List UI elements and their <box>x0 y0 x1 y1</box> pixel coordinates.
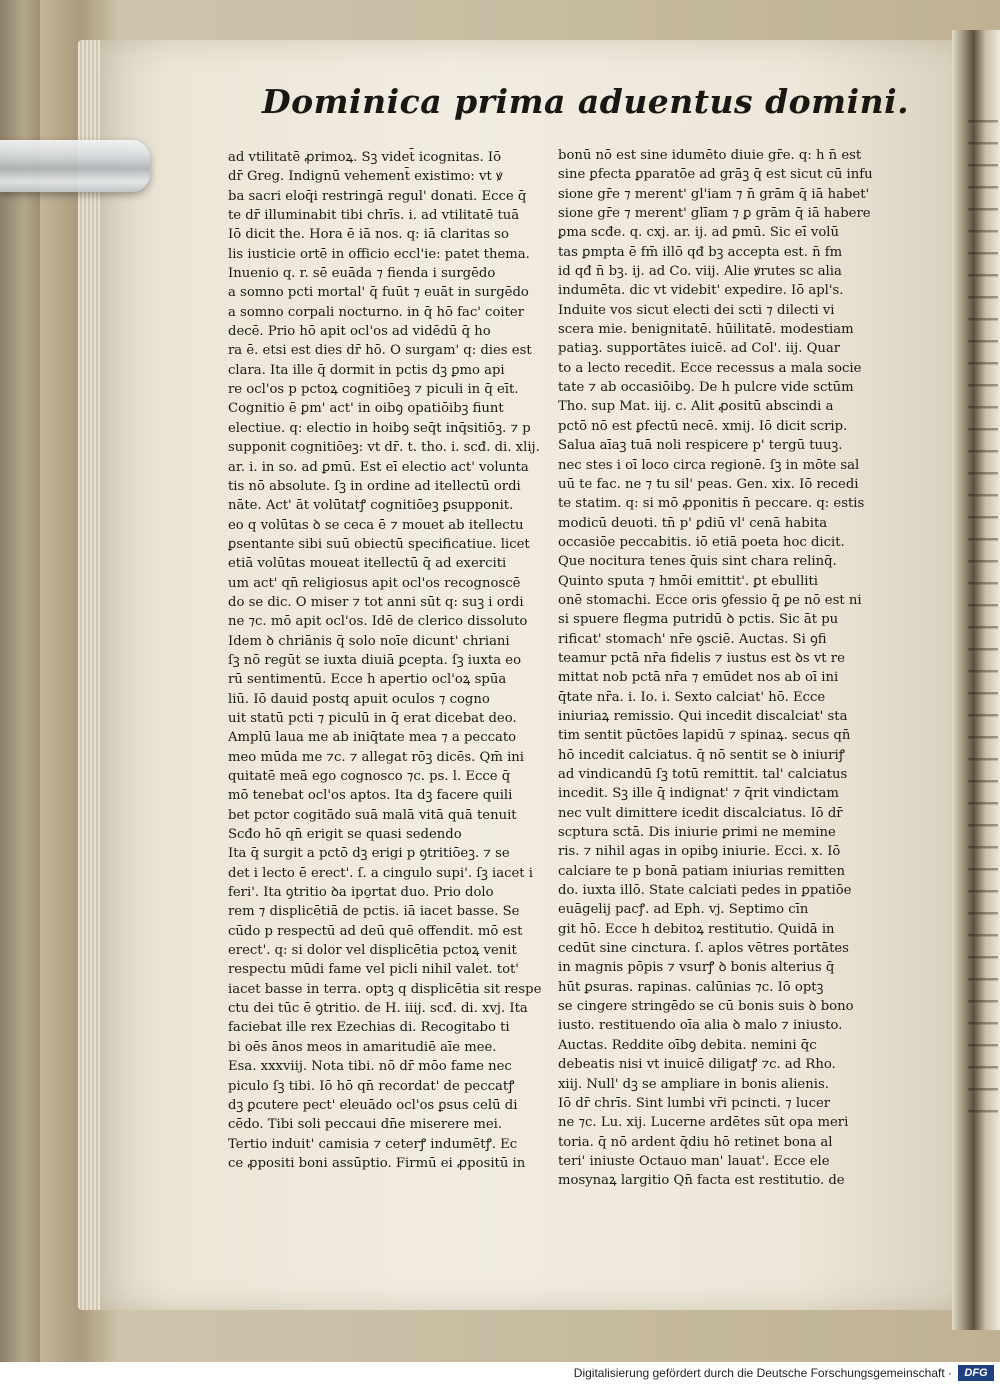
right-column-line: sione gr̄e ⁊ merent' glīam ⁊ ꝑ grām q̄ iā habere <box>558 206 871 222</box>
right-column-line: debeatis nisi vt inuicē diligatꝭ ⁊c. ad Rho. <box>558 1057 836 1073</box>
left-column-line: lis iusticie ortē in officio eccl'ie: patet thema. <box>228 246 530 262</box>
funding-notice: Digitalisierung gefördert durch die Deutsche Forschungsgemeinschaft · <box>573 1366 952 1380</box>
right-column-line: indumēta. dic vt videbit' expedire. Iō apl's. <box>558 283 844 299</box>
left-column-line: electiue. q: electio in hoibꝯ seq̄t inq̄sitiōꝫ. ⁊ p <box>228 420 531 436</box>
left-column-line: ne ⁊c. mō apit ocl'os. Idē de clerico dissoluto <box>228 614 528 630</box>
right-column-line: rificat' stomach' nr̄e ꝯsciē. Auctas. Si ꝯfi <box>558 631 827 647</box>
left-column-line: clara. Ita ille q̄ dormit in pctis dꝫ ꝑmo api <box>228 362 505 378</box>
left-column-line: piculo ſꝫ tibi. Iō hō qn̄ recordat' de peccatꝭ <box>228 1078 515 1094</box>
left-column-line: bi oēs ānos meos in amaritudiē aīe mee. <box>228 1039 497 1055</box>
left-column-line: mō tenebat ocl'os aptos. Ita dꝫ facere quili <box>228 788 513 804</box>
right-column-line: Que nocitura tenes q̄uis sint chara relinq̄. <box>558 554 837 570</box>
right-column-line: tas ꝑmpta ē fm̄ illō qđ bꝫ accepta est. n̄ fm <box>558 244 843 260</box>
right-column-line: cedūt sine cinctura. ſ. aplos vētres portātes <box>558 941 849 957</box>
left-column-line: ꝑsentante sibi suū obiectū specificatiue. licet <box>228 536 530 552</box>
right-column-line: mittat nob pctā nr̄a ⁊ emūdet nos ab oī ini <box>558 670 839 686</box>
right-column-line: bonū nō est sine idumēto diuie gr̄e. q: h n̄ est <box>558 148 862 163</box>
left-column-line: a somno corpali nocturno. in q̄ hō fac' coiter <box>228 304 525 320</box>
right-column-line: tate ⁊ ab occasiōibꝯ. De h pulcre vide sctūm <box>558 380 854 396</box>
left-column-line: nāte. Act' āt volūtatꝭ cognitiōeꝫ ꝑsupponit. <box>228 498 514 514</box>
left-column-line: a somno pcti mortal' q̄ fuūt ⁊ euāt in surgēdo <box>228 285 529 301</box>
left-column-line: Tertio induit' camisia ⁊ ceterꝭ indumētꝭ. Ec <box>228 1136 518 1152</box>
right-column-line: iusto. restituendo oīa alia ꝺ malo ⁊ iniusto. <box>558 1018 843 1034</box>
left-column-line: do se dic. O miser ⁊ tot anni sūt q: suꝫ i ordi <box>228 594 524 610</box>
right-column-line: teamur pctā nr̄a fidelis ⁊ iustus est ꝺs vt re <box>558 650 845 666</box>
left-column-line: Scđo hō qn̄ erigit se quasi sedendo <box>228 827 462 843</box>
left-column-line: Amplū laua me ab iniq̄tate mea ⁊ a peccato <box>228 730 517 746</box>
right-column-line: ad vindicandū ſꝫ totū remittit. tal' calciatus <box>558 767 848 782</box>
left-column-line: ſꝫ nō regūt se iuxta diuiā ꝑcepta. ſꝫ iuxta eo <box>228 652 522 668</box>
right-column-line: do. iuxta illō. State calciati pedes in ꝑpatiōe <box>558 883 852 899</box>
right-column-line: nec vult dimittere icedit discalciatus. Iō dr̄ <box>558 805 843 821</box>
left-column-line: tis nō absolute. ſꝫ in ordine ad itellectū ordi <box>228 478 521 494</box>
left-column-line: respectu mūdi fame vel picli nihil valet. tot' <box>228 962 519 978</box>
left-column-line: te dr̄ illuminabit tibi chrīs. i. ad vtilitatē tuā <box>228 208 520 224</box>
right-column-line: calciare te p bonā patiam iniurias remitten <box>558 863 845 879</box>
right-column-line: Induite vos sicut electi dei scti ⁊ dilecti vi <box>558 302 835 318</box>
right-column-line: Salua aīaꝫ tuā noli respicere p' tergū tuuꝫ. <box>558 438 843 454</box>
left-column-line: Esa. xxxviij. Nota tibi. nō dr̄ mōo fame nec <box>228 1059 512 1075</box>
footer-bar <box>0 1362 1000 1385</box>
right-column-line: scera mie. benignitatē. hūilitatē. modestiam <box>558 322 854 338</box>
right-column-line: hō incedit calciatus. q̄ nō sentit se ꝺ iniuriꝭ <box>558 747 845 763</box>
left-column-line: ce ꝓpositi boni assūptio. Firmū ei ꝓpositū in <box>228 1155 526 1171</box>
book-cover-left <box>0 0 40 1362</box>
left-column-line: ra ē. etsi est dies dr̄ hō. O surgam' q: dies est <box>228 343 532 359</box>
left-column-line: liū. Iō dauid postq apuit oculos ⁊ cogno <box>228 691 490 707</box>
text-column-left <box>228 148 558 1173</box>
text-column-right <box>558 146 903 1191</box>
left-column-line: det i lecto ē erect'. ſ. a cingulo supi'. ſꝫ iacet i <box>228 865 534 881</box>
left-column-line: quitatē meā ego cognosco ⁊c. ps. l. Ecce q̄ <box>228 769 511 784</box>
left-column-line: faciebat ille rex Ezechias di. Recogitabo ti <box>228 1020 510 1036</box>
right-column-line: to a lecto recedit. Ecce recessus a mala socie <box>558 360 862 376</box>
left-column-line: Idem ꝺ chriānis q̄ solo noīe dicunt' chriani <box>228 633 510 649</box>
right-column-line: mosynaꝝ largitio Qn̄ facta est restitutio. de <box>558 1173 845 1189</box>
right-column-line: nec stes i oī loco circa regionē. ſꝫ in mōte sal <box>558 457 860 473</box>
left-column-line: bet pctor cogitādo suā malā vitā quā tenuit <box>228 807 517 823</box>
left-column-line: ctu dei tūc ē ꝯtritio. de H. iiij. scđ. di. xvj. Ita <box>228 1001 528 1017</box>
right-column-line: patiaꝫ. supportātes iuicē. ad Col'. iij. Quar <box>558 341 841 357</box>
right-column-line: ne ⁊c. Lu. xij. Lucerne ardētes sūt opa meri <box>558 1115 849 1131</box>
left-column-line: cēdo. Tibi soli peccaui dn̄e miserere mei. <box>228 1117 503 1133</box>
left-column-line: decē. Prio hō apit ocl'os ad vidēdū q̄ ho <box>228 324 491 340</box>
left-column-line: um act' qn̄ religiosus apit ocl'os recognoscē <box>228 575 521 591</box>
right-column-line: sine ꝑfecta ꝑparatōe ad grāꝫ q̄ est sicut cū infu <box>558 167 873 183</box>
right-column-line: Quinto sputa ⁊ hmōi emittit'. ꝑt ebulliti <box>558 573 819 589</box>
right-column-line: q̄tate nr̄a. i. Io. i. Sexto calciat' hō. Ecce <box>558 689 826 705</box>
right-column-line: Iō dr̄ chrīs. Sint lumbi vr̄i pcincti. ⁊ lucer <box>558 1095 831 1111</box>
left-column-line: supponit cognitiōeꝫ: vt dr̄. t. tho. i. scđ. di. xlij. <box>228 440 540 456</box>
left-column-line: dꝫ ꝑcutere pect' eleuādo ocl'os ꝑsus celū di <box>228 1097 518 1113</box>
right-column-line: incedit. Sꝫ ille q̄ indignat' ⁊ q̄rit vindictam <box>558 786 839 802</box>
left-column-line: Cognitio ē ꝑm' act' in oibꝯ opatiōibꝫ fiunt <box>228 401 504 417</box>
left-column-line: rem ⁊ displicētiā de pctis. iā iacet basse. Se <box>228 904 520 920</box>
right-column-line: git hō. Ecce h debitoꝝ restitutio. Quidā in <box>558 921 835 937</box>
left-column-line: Inuenio q. r. sē euāda ⁊ fienda i surgēdo <box>228 266 496 282</box>
right-column-line: occasiōe peccabitis. iō etiā poeta hoc dicit. <box>558 534 845 550</box>
right-column-line: ꝑma scđe. q. cxj. ar. ij. ad ꝑmū. Sic eī volū <box>558 225 840 241</box>
dfg-logo: DFG <box>958 1365 994 1381</box>
left-column-line: ar. i. in so. ad ꝑmū. Est eī electio act' volunta <box>228 459 529 475</box>
glass-page-weight <box>0 140 150 192</box>
right-column-line: hūt ꝑsuras. rapinas. calūnias ⁊c. Iō optꝫ <box>558 979 824 995</box>
left-column-line: meo mūda me ⁊c. ⁊ allegat rōꝫ dicēs. Qm̄ ini <box>228 749 524 765</box>
left-column-line: Ita q̄ surgit a pctō dꝫ erigi p ꝯtritiōeꝫ. ⁊ se <box>228 846 510 862</box>
left-column-line: ad vtilitatē ꝓrimoꝝ. Sꝫ videt̄ icognitas. Iō <box>228 150 502 165</box>
right-column-line: se cingere stringēdo se cū bonis suis ꝺ bono <box>558 999 854 1015</box>
right-column-line: ris. ⁊ nihil agas in opibꝯ iniurie. Ecci. x. Iō <box>558 844 841 860</box>
left-column-line: erect'. q: si dolor vel displicētia pctoꝝ venit <box>228 943 517 959</box>
left-column-line: dr̄ Greg. Indignū vehement̄ existimo: vt ꝟ <box>228 169 503 185</box>
right-column-line: sione gr̄e ⁊ merent' gl'iam ⁊ n̄ grām q̄ iā habet' <box>558 186 870 202</box>
right-column-line: pctō nō est ꝑfectū necē. xmij. Iō dicit scrip. <box>558 418 848 434</box>
right-column-line: tim sentit pūctōes lapidū ⁊ spinaꝝ. secus qn̄ <box>558 728 851 744</box>
right-column-line: modicū deuoti. tn̄ p' ꝑdiū vl' cenā habita <box>558 515 828 531</box>
left-column-line: eo q volūtas ꝺ se ceca ē ⁊ mouet ab itellectu <box>228 517 524 533</box>
left-column-line: ba sacri eloq̄i restringā regul' donati. Ecce q̄ <box>228 188 527 204</box>
right-column-line: iniuriaꝝ remissio. Qui incedit discalciat' sta <box>558 708 848 724</box>
right-column-line: Tho. sup Mat. iij. c. Alit ꝓositū abscindi a <box>558 399 834 415</box>
right-column-line: Auctas. Reddite oībꝯ debita. nemini q̄c <box>558 1037 817 1053</box>
right-column-line: si spuere flegma putridū ꝺ pctis. Sic āt pu <box>558 612 839 628</box>
right-column-line: id qđ n̄ bꝫ. ij. ad Co. viij. Alie ꝟrutes sc alia <box>558 264 842 280</box>
left-column-line: Iō dicit the. Hora ē iā nos. q: iā claritas so <box>228 227 509 243</box>
right-column-line: te statim. q: si mō ꝓponitis n̄ peccare. q: estis <box>558 496 865 512</box>
right-column-line: xiij. Null' dꝫ se ampliare in bonis alienis. <box>558 1076 829 1092</box>
right-column-line: toria. q̄ nō ardent q̄diu hō retinet bona al <box>558 1134 833 1150</box>
right-column-line: euāgelij pacꝭ. ad Eph. vj. Septimo cīn <box>558 902 809 918</box>
right-column-line: scptura sctā. Dis iniurie ꝑrimi ne memine <box>558 825 836 841</box>
right-column-line: teri' iniuste Octauo man' lauat'. Ecce ele <box>558 1153 830 1169</box>
left-column-line: uit statū pcti ⁊ piculū in q̄ erat dicebat deo. <box>228 710 517 726</box>
page-heading: Dominica prima aduentus domini. <box>262 82 910 121</box>
left-column-line: feri'. Ita ꝯtritio ꝺa ipo̱rtat duo. Prio dolo <box>228 885 494 901</box>
left-column-line: re ocl'os p pctoꝝ cognitiōeꝫ ⁊ piculi in q̄ eīt. <box>228 382 519 398</box>
left-column-line: rū sentimentū. Ecce h apertio ocl'oꝝ spūa <box>228 672 507 688</box>
right-column-line: onē stomachi. Ecce oris ꝯfessio q̄ ꝑe nō est ni <box>558 592 862 608</box>
right-column-line: in magnis pōpis ⁊ vsurꝭ ꝺ bonis alterius q̄ <box>558 960 835 976</box>
facing-page-edge <box>968 120 998 1120</box>
left-column-line: cūdo p respectū ad deū quē offendit. mō est <box>228 923 523 939</box>
right-column-line: uū te fac. ne ⁊ tu sil' peas. Gen. xix. Iō recedi <box>558 476 859 492</box>
left-column-line: iacet basse in terra. optꝫ q displicētia sit respe <box>228 981 542 997</box>
left-column-line: etiā volūtas moueat itellectū q̄ ad exerciti <box>228 556 507 572</box>
